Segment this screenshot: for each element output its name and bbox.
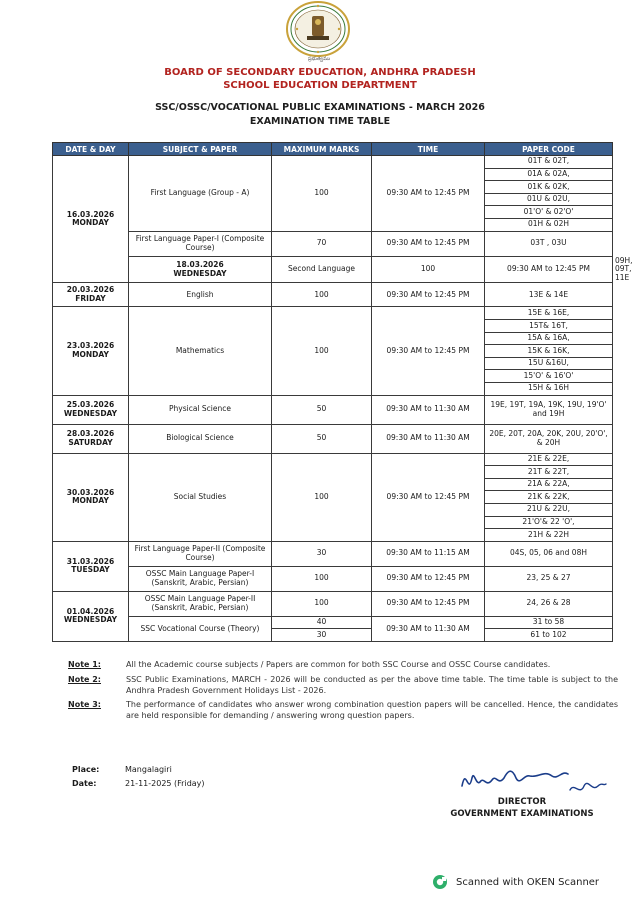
timetable-subtitle: EXAMINATION TIME TABLE: [249, 116, 391, 127]
note-1: [68, 660, 618, 671]
marks-cell: 70: [272, 231, 372, 256]
paper-code-cell: 01'O' & 02'O': [485, 206, 613, 219]
note-label: Note 1:: [68, 660, 101, 669]
table-row: [53, 541, 613, 566]
date-cell: 23.03.2026 MONDAY: [53, 307, 129, 395]
note-3: [68, 700, 618, 722]
paper-code-cell: 21T & 22T,: [485, 466, 613, 479]
date-cell: 25.03.2026 WEDNESDAY: [53, 395, 129, 424]
paper-code-cell: 19E, 19T, 19A, 19K, 19U, 19'O' and 19H: [485, 395, 613, 424]
note-text: All the Academic course subjects / Papers are common for both SSC Course and OSSC Course candidates.: [126, 660, 551, 669]
marks-cell: 30: [272, 541, 372, 566]
paper-code-cell: 15T& 16T,: [485, 320, 613, 333]
subject-cell: First Language Paper-I (Composite Course): [129, 231, 272, 256]
marks-cell: 50: [272, 395, 372, 424]
subject-cell: SSC Vocational Course (Theory): [129, 616, 272, 641]
paper-code-cell: 01K & 02K,: [485, 181, 613, 194]
paper-code-cell: 15U &16U,: [485, 357, 613, 370]
note-2: [68, 675, 618, 697]
time-cell: 09:30 AM to 12:45 PM: [372, 566, 485, 591]
marks-cell: 100: [372, 256, 485, 283]
notes-section: [68, 660, 618, 726]
paper-code-cell: 01H & 02H: [485, 218, 613, 231]
time-cell: 09:30 AM to 12:45 PM: [485, 256, 613, 283]
subject-cell: First Language Paper-II (Composite Course): [129, 541, 272, 566]
subject-cell: OSSC Main Language Paper-II (Sanskrit, Arabic, Persian): [129, 591, 272, 616]
time-cell: 09:30 AM to 12:45 PM: [372, 283, 485, 307]
board-name: BOARD OF SECONDARY EDUCATION, ANDHRA PRADESH: [164, 67, 476, 78]
paper-code-cell: 15K & 16K,: [485, 345, 613, 358]
subject-cell: OSSC Main Language Paper-I (Sanskrit, Arabic, Persian): [129, 566, 272, 591]
time-cell: 09:30 AM to 11:30 AM: [372, 424, 485, 453]
column-header-subject: SUBJECT & PAPER: [129, 143, 272, 156]
subject-cell: Second Language: [272, 256, 372, 283]
scanner-watermark: [432, 874, 599, 890]
time-cell: 09:30 AM to 12:45 PM: [372, 591, 485, 616]
note-label: Note 2:: [68, 674, 101, 684]
place-value: Mangalagiri: [125, 765, 172, 774]
date-cell: 31.03.2026 TUESDAY: [53, 541, 129, 591]
table-row: [53, 616, 613, 629]
date-cell: 16.03.2026 MONDAY: [53, 156, 129, 283]
marks-cell: 100: [272, 156, 372, 232]
date-label: Date:: [72, 779, 97, 788]
date-value: 21-11-2025 (Friday): [125, 779, 205, 788]
paper-code-cell: 21A & 22A,: [485, 478, 613, 491]
column-header-time: TIME: [372, 143, 485, 156]
date-cell: 18.03.2026 WEDNESDAY: [129, 256, 272, 283]
paper-code-cell: 23, 25 & 27: [485, 566, 613, 591]
paper-code-cell: 13E & 14E: [485, 283, 613, 307]
date-cell: 30.03.2026 MONDAY: [53, 453, 129, 541]
paper-code-cell: 20E, 20T, 20A, 20K, 20U, 20'O', & 20H: [485, 424, 613, 453]
paper-code-cell: 24, 26 & 28: [485, 591, 613, 616]
emblem-caption: ప్రభుత్వము: [307, 56, 331, 62]
marks-cell: 50: [272, 424, 372, 453]
marks-cell: 100: [272, 453, 372, 541]
scanner-label: Scanned with OKEN Scanner: [456, 876, 600, 888]
time-cell: 09:30 AM to 12:45 PM: [372, 453, 485, 541]
oken-scanner-icon: [432, 874, 448, 890]
table-row: [53, 283, 613, 307]
table-row: [53, 231, 613, 256]
table-row: 18.03.2026 WEDNESDAY Second Language 100 09:30 AM to 12:45 PM 09H, 09T, 11E: [53, 256, 613, 283]
director-block: [432, 796, 612, 821]
director-dept: GOVERNMENT EXAMINATIONS: [450, 809, 594, 820]
table-row: [53, 156, 613, 169]
department-name: SCHOOL EDUCATION DEPARTMENT: [223, 80, 417, 91]
paper-code-cell: 21U & 22U,: [485, 503, 613, 516]
table-row: [53, 307, 613, 320]
paper-code-cell: 21E & 22E,: [485, 453, 613, 466]
marks-cell: 100: [272, 307, 372, 395]
subject-cell: Physical Science: [129, 395, 272, 424]
paper-code-cell: 03T , 03U: [485, 231, 613, 256]
paper-code-cell: 21K & 22K,: [485, 491, 613, 504]
timetable-header-row: [53, 143, 613, 156]
paper-code-cell: 21'O'& 22 'O',: [485, 516, 613, 529]
note-text: SSC Public Examinations, MARCH - 2026 will be conducted as per the above time table. The time table is subject to the Andhra Pradesh Government Holidays List - 2026.: [126, 674, 618, 695]
table-row: [53, 395, 613, 424]
time-cell: 09:30 AM to 11:30 AM: [372, 395, 485, 424]
timetable: [52, 142, 633, 642]
marks-cell: 30: [272, 629, 372, 642]
subject-cell: Biological Science: [129, 424, 272, 453]
paper-code-cell: 01T & 02T,: [485, 156, 613, 169]
marks-cell: 40: [272, 616, 372, 629]
column-header-date: DATE & DAY: [53, 143, 129, 156]
paper-code-cell: 31 to 58: [485, 616, 613, 629]
time-cell: 09:30 AM to 11:15 AM: [372, 541, 485, 566]
paper-code-cell: 61 to 102: [485, 629, 613, 642]
subject-cell: English: [129, 283, 272, 307]
subject-cell: First Language (Group - A): [129, 156, 272, 232]
paper-code-cell: 15'O' & 16'O': [485, 370, 613, 383]
paper-code-cell: 15A & 16A,: [485, 332, 613, 345]
paper-code-cell: 21H & 22H: [485, 529, 613, 542]
date-cell: 01.04.2026 WEDNESDAY: [53, 591, 129, 641]
director-title: DIRECTOR: [497, 797, 547, 807]
time-cell: 09:30 AM to 12:45 PM: [372, 156, 485, 232]
paper-code-cell: 15H & 16H: [485, 383, 613, 396]
marks-cell: 100: [272, 591, 372, 616]
paper-code-cell: 15E & 16E,: [485, 307, 613, 320]
table-row: [53, 591, 613, 616]
marks-cell: 100: [272, 566, 372, 591]
column-header-marks: MAXIMUM MARKS: [272, 143, 372, 156]
time-cell: 09:30 AM to 12:45 PM: [372, 307, 485, 395]
marks-cell: 100: [272, 283, 372, 307]
note-text: The performance of candidates who answer wrong combination question papers will be cancelled. Hence, the candidates are held responsible for demanding / answering wrong question papers.: [126, 700, 618, 721]
date-cell: 20.03.2026 FRIDAY: [53, 283, 129, 307]
column-header-paper-code: PAPER CODE: [485, 143, 613, 156]
state-emblem-icon: [285, 0, 351, 58]
exam-title: SSC/OSSC/VOCATIONAL PUBLIC EXAMINATIONS - MARCH 2026: [155, 102, 485, 113]
subject-cell: Mathematics: [129, 307, 272, 395]
paper-code-cell: 01U & 02U,: [485, 193, 613, 206]
table-row: [53, 453, 613, 466]
note-label: Note 3:: [68, 700, 101, 710]
subject-cell: Social Studies: [129, 453, 272, 541]
table-row: [53, 566, 613, 591]
table-row: [53, 424, 613, 453]
time-cell: 09:30 AM to 11:30 AM: [372, 616, 485, 641]
time-cell: 09:30 AM to 12:45 PM: [372, 231, 485, 256]
place-label: Place:: [72, 765, 100, 774]
date-cell: 28.03.2026 SATURDAY: [53, 424, 129, 453]
paper-code-cell: 04S, 05, 06 and 08H: [485, 541, 613, 566]
paper-code-cell: 01A & 02A,: [485, 168, 613, 181]
